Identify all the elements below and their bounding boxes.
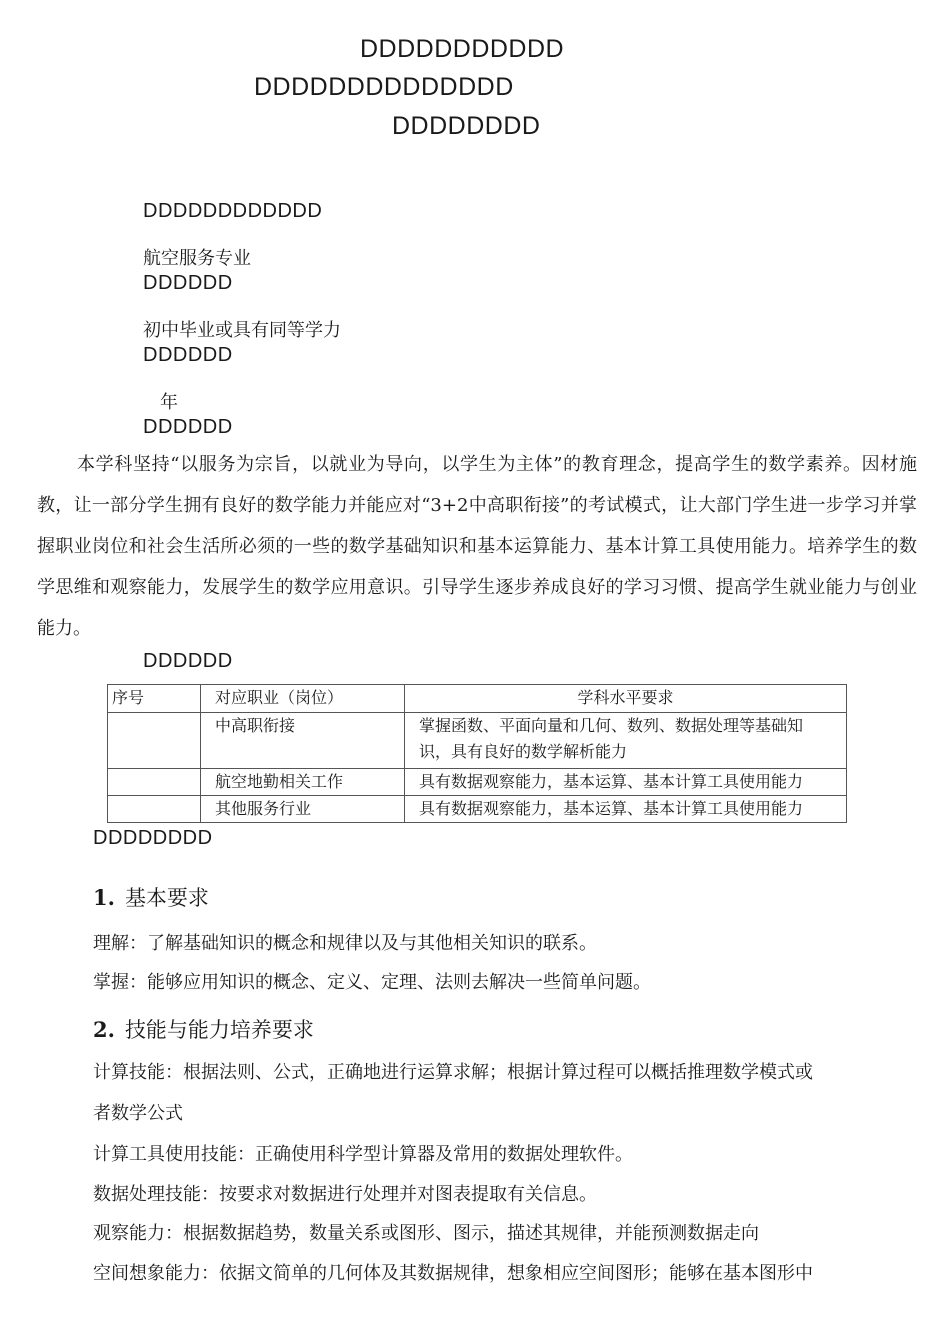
- master-text: 掌握：能够应用知识的概念、定义、定理、法则去解决一些简单问题。: [93, 972, 651, 993]
- understand-text: 理解：了解基础知识的概念和规律以及与其他相关知识的联系。: [93, 933, 597, 954]
- title-line-1: DDDDDDDDDDD: [360, 35, 565, 63]
- tool-skill-text: 计算工具使用技能：正确使用科学型计算器及常用的数据处理软件。: [93, 1144, 633, 1165]
- header-requirement: 学科水平要求: [577, 688, 674, 707]
- calc-skill-line-1: 计算技能：根据法则、公式，正确地进行运算求解；根据计算过程可以概括推理数学模式或: [93, 1062, 813, 1083]
- title-line-3: DDDDDDDD: [392, 112, 541, 140]
- subheading-skills: [93, 1014, 314, 1044]
- calc-skill-line-2: 者数学公式: [93, 1103, 183, 1124]
- data-skill-text: 数据处理技能：按要求对数据进行处理并对图表提取有关信息。: [93, 1184, 597, 1205]
- spatial-text: 空间想象能力：依据文简单的几何体及其数据规律，想象相应空间图形；能够在基本图形中: [93, 1263, 813, 1284]
- subheading-skills-title: 技能与能力培养要求: [124, 1018, 314, 1042]
- table-row: [108, 713, 847, 769]
- header-job: 对应职业（岗位）: [215, 688, 344, 707]
- cell-requirement: 具有数据观察能力，基本运算、基本计算工具使用能力: [419, 772, 804, 791]
- table-row: [108, 769, 847, 796]
- subheading-basic: [93, 882, 209, 912]
- label-entry: DDDDDD: [143, 272, 233, 294]
- observe-text: 观察能力：根据数据趋势，数量关系或图形、图示，描述其规律，并能预测数据走向: [93, 1223, 759, 1244]
- cell-requirement: 掌握函数、平面向量和几何、数列、数据处理等基础知识，具有良好的数学解析能力: [419, 716, 804, 761]
- requirements-table: [107, 684, 847, 823]
- label-goal: DDDDDD: [143, 416, 233, 438]
- section-heading-1: DDDDDDDDDDDD: [143, 200, 323, 222]
- major-name: 航空服务专业: [143, 248, 251, 269]
- cell-no: [108, 796, 201, 823]
- cell-requirement: 具有数据观察能力，基本运算、基本计算工具使用能力: [419, 799, 804, 818]
- section-heading-2: DDDDDDDD: [93, 827, 213, 849]
- cell-job: 其他服务行业: [215, 799, 312, 818]
- subheading-basic-title: 基本要求: [124, 886, 209, 910]
- cell-no: [108, 713, 201, 769]
- cell-job: 中高职衔接: [215, 716, 296, 735]
- cell-no: [108, 769, 201, 796]
- label-duration: DDDDDD: [143, 344, 233, 366]
- title-line-2: DDDDDDDDDDDDDD: [254, 73, 514, 101]
- subheading-basic-number: 1.: [93, 885, 115, 910]
- duration-years: 年: [160, 392, 178, 413]
- table-header-row: [108, 685, 847, 713]
- cell-job: 航空地勤相关工作: [215, 772, 344, 791]
- subheading-skills-number: 2.: [93, 1017, 115, 1042]
- goal-paragraph: 本学科坚持“以服务为宗旨，以就业为导向，以学生为主体”的教育理念，提高学生的数学素养。因材施教，让一部分学生拥有良好的数学能力并能应对“3+2中高职衔接”的考试模式，让大部门学生进一步学习并掌握职业岗位和社会生活所必须的一些的数学基础知识和基本运算能力、基本计算工具使用能力。培养学生的数学思维和观察能力，发展学生的数学应用意识。引导学生逐步养成良好的学习习惯、提高学生就业能力与创业能力。: [37, 454, 917, 639]
- header-no: 序号: [108, 685, 201, 713]
- label-table: DDDDDD: [143, 650, 233, 672]
- entry-requirement: 初中毕业或具有同等学力: [143, 320, 341, 341]
- table-row: [108, 796, 847, 823]
